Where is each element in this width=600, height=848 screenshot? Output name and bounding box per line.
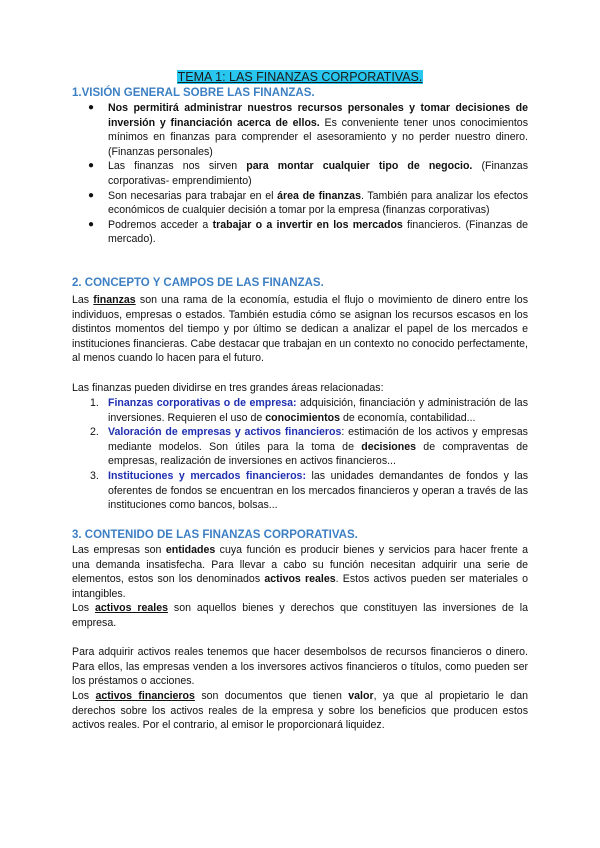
section3-heading: 3. CONTENIDO DE LAS FINANZAS CORPORATIVAS.: [72, 529, 358, 541]
list-number: 3.: [90, 469, 99, 482]
section3-paragraph-3: Para adquirir activos reales tenemos que hacer desembolsos de recursos financieros o dinero. Para ellos, las empresas venden a los inversores activos financieros o títulos, como pueden ser los préstamos o acciones.: [72, 646, 528, 688]
underlined-term: activos reales: [94, 602, 169, 614]
text: cuya función es producir bienes y servicios para hacer frente a una demanda insatisfecha. Para llevar a cabo su función necesitan adquirir una serie de elementos, estos son los denominados: [72, 544, 528, 586]
bold-text: conocimientos: [265, 411, 341, 424]
blue-term: Valoración de empresas y activos financieros: [108, 426, 342, 439]
text: de compraventas de empresas, realización de inversiones en activos financieros...: [108, 440, 528, 468]
list-item: [88, 159, 528, 188]
section1-heading: 1.VISIÓN GENERAL SOBRE LAS FINANZAS.: [72, 87, 315, 99]
underlined-term: activos financieros: [95, 690, 195, 702]
list-item: [90, 469, 529, 513]
text: , ya que al propietario le dan derechos sobre los activos reales de la empresa y sobre los beneficios que producen estos activos reales. Por el contrario, al emisor le proporcionará liquidez.: [72, 690, 528, 732]
bold-text: activos reales: [264, 573, 336, 586]
section1-bullet-list: [88, 101, 528, 247]
text: Los: [72, 690, 96, 702]
bold-text: área de finanzas: [277, 189, 361, 202]
text: . También para analizar los efectos económicos de cualquier decisión a tomar por la empresa (finanzas corporativas): [108, 189, 528, 217]
text: Las empresas son: [72, 544, 166, 556]
list-item: [88, 189, 528, 218]
section3-paragraph-4: [72, 689, 528, 733]
text: las unidades demandantes de fondos y las oferentes de fondos se encuentran en los mercados financieros y operan a través de las instituciones como bancos, bolsas...: [108, 469, 529, 512]
list-number: 1.: [90, 397, 99, 409]
section2-heading: 2. CONCEPTO Y CAMPOS DE LAS FINANZAS.: [72, 277, 324, 289]
page-title: [0, 70, 600, 85]
text: Son necesarias para trabajar en el: [108, 189, 278, 202]
text: Las finanzas nos sirven: [108, 160, 247, 173]
text: Las: [72, 294, 94, 306]
bold-text: entidades: [165, 544, 216, 556]
blue-term: Finanzas corporativas o de empresa:: [108, 397, 297, 409]
bullet-icon: ●: [88, 102, 95, 113]
list-item: [88, 218, 528, 247]
text: Los: [72, 602, 95, 614]
text: financieros. (Finanzas de mercado).: [108, 218, 528, 246]
blue-term: Instituciones y mercados financieros:: [108, 469, 306, 482]
text: son una rama de la economía, estudia el flujo o movimiento de dinero entre los individuos, empresas o estados. También estudia cómo se asignan los recursos escasos en los distintos momentos del tiempo y por último se dedican a analizar el papel de los mercados e instituciones financieras. Cabe destacar que trabajan en un contexto no conocido perfectamente, al menos cuando lo hacen para el futuro.: [72, 294, 528, 365]
text: son documentos que tienen: [194, 690, 349, 702]
list-item: [90, 396, 528, 425]
bold-text: para montar cualquier tipo de negocio.: [246, 160, 473, 173]
text: son aquellos bienes y derechos que constituyen las inversiones de la empresa.: [72, 602, 528, 629]
list-number: 2.: [90, 426, 99, 439]
text: Podremos acceder a: [108, 218, 213, 231]
text: (Finanzas corporativas- emprendimiento): [108, 160, 528, 187]
text: : estimación de los activos y empresas mediante modelos. Son útiles para la toma de: [108, 426, 528, 453]
bullet-icon: ●: [88, 218, 95, 230]
section3-paragraph-1: [72, 543, 528, 601]
text: Es conveniente tener unos conocimientos mínimos en finanzas para comprender el asesoramiento y no perder nuestro dinero. (Finanzas personales): [108, 116, 528, 158]
text: de economía, contabilidad...: [340, 411, 476, 424]
bold-text: valor: [348, 690, 374, 702]
text: adquisición, financiación y administración de las inversiones. Requieren el uso de: [108, 397, 528, 424]
section2-numbered-list: [90, 396, 529, 513]
bullet-icon: ●: [88, 189, 95, 201]
title-highlight: TEMA 1: LAS FINANZAS CORPORATIVAS.: [177, 70, 423, 84]
section2-paragraph-2: Las finanzas pueden dividirse en tres grandes áreas relacionadas:: [72, 382, 384, 394]
bullet-icon: ●: [88, 160, 95, 172]
bold-text: decisiones: [361, 440, 417, 453]
list-item: [88, 101, 528, 159]
section3-paragraph-2: [72, 601, 528, 630]
text: . Estos activos pueden ser materiales o intangibles.: [72, 573, 528, 600]
bold-text: Nos permitirá administrar nuestros recursos personales y tomar decisiones de inversión y financiación acerca de ellos.: [108, 102, 528, 129]
underlined-term: finanzas: [93, 294, 136, 306]
section2-paragraph-1: [72, 293, 528, 366]
list-item: [90, 425, 528, 469]
bold-text: trabajar o a invertir en los mercados: [212, 218, 403, 231]
